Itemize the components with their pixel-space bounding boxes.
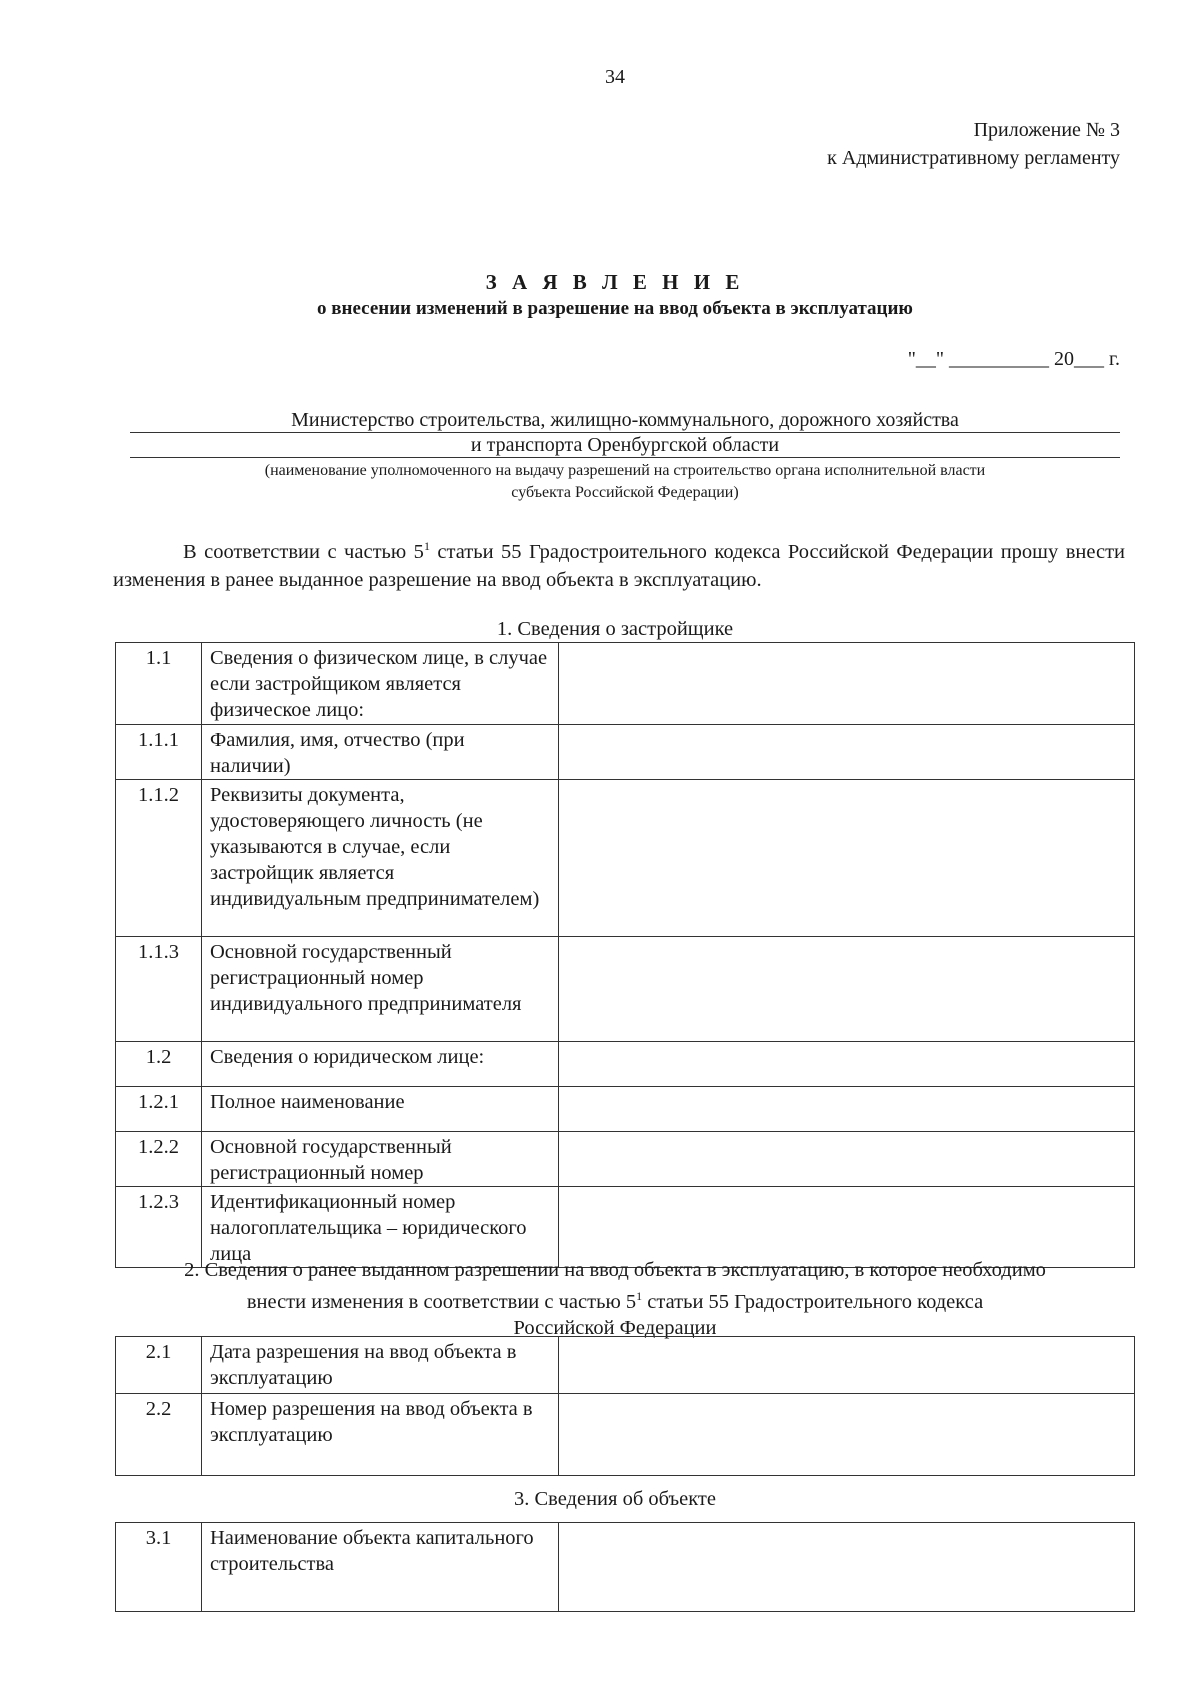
row-label: Идентификационный номер налогоплательщика – юридического лица [202, 1187, 559, 1268]
row-label: Сведения о физическом лице, в случае если застройщиком является физическое лицо: [202, 643, 559, 725]
table-row [116, 780, 1135, 937]
row-number: 1.1 [116, 643, 202, 725]
table-row [116, 1523, 1135, 1612]
intro-text-1: В соответствии с частью 5 [183, 540, 424, 563]
section-2-table [115, 1336, 1135, 1476]
row-number: 2.1 [116, 1337, 202, 1394]
row-value-field[interactable] [559, 643, 1135, 725]
section-1-title: 1. Сведения о застройщике [496, 618, 734, 640]
section-2-title-text-b: статьи 55 Градостроительного кодекса [642, 1290, 984, 1313]
table-row [116, 1042, 1135, 1087]
row-number: 1.1.3 [116, 937, 202, 1042]
row-value-field[interactable] [559, 1087, 1135, 1132]
row-number: 1.2.1 [116, 1087, 202, 1132]
row-label: Основной государственный регистрационный номер индивидуального предпринимателя [202, 937, 559, 1042]
intro-superscript: 1 [423, 539, 430, 553]
section-2-superscript: 1 [636, 1289, 643, 1303]
section-3-table [115, 1522, 1135, 1612]
appendix-line-1: Приложение № 3 [973, 119, 1120, 141]
row-label: Сведения о юридическом лице: [202, 1042, 559, 1087]
table-row [116, 1394, 1135, 1476]
row-value-field[interactable] [559, 1132, 1135, 1187]
section-3-title: 3. Сведения об объекте [513, 1488, 716, 1510]
document-subtitle: о внесении изменений в разрешение на ввод объекта в эксплуатацию [317, 298, 913, 319]
authority-caption-line-1: (наименование уполномоченного на выдачу разрешений на строительство органа исполнительной власти [264, 462, 986, 479]
row-label: Дата разрешения на ввод объекта в эксплуатацию [202, 1337, 559, 1394]
table-row [116, 1337, 1135, 1394]
table-row [116, 937, 1135, 1042]
row-number: 1.1.2 [116, 780, 202, 937]
table-row [116, 1187, 1135, 1268]
section-1-table [115, 642, 1135, 1268]
row-label: Номер разрешения на ввод объекта в эксплуатацию [202, 1394, 559, 1476]
table-row [116, 1087, 1135, 1132]
authority-name-line-1: Министерство строительства, жилищно-коммунального, дорожного хозяйства [130, 408, 1120, 433]
row-value-field[interactable] [559, 725, 1135, 780]
row-label: Основной государственный регистрационный номер [202, 1132, 559, 1187]
intro-text-2: статьи 55 Градостроительного кодекса Российской Федерации прошу внести изменения в ранее выданное разрешение на ввод объекта в эксплуатацию. [113, 540, 1125, 591]
row-label: Реквизиты документа, удостоверяющего личность (не указываются в случае, если застройщик является индивидуальным предпринимателем) [202, 780, 559, 937]
row-number: 1.2 [116, 1042, 202, 1087]
row-value-field[interactable] [559, 780, 1135, 937]
row-value-field[interactable] [559, 937, 1135, 1042]
section-2-title [0, 1257, 1200, 1341]
authority-caption-line-2: субъекта Российской Федерации) [511, 484, 739, 501]
section-2-title-text-a: внести изменения в соответствии с частью 5 [246, 1290, 637, 1313]
row-value-field[interactable] [559, 1187, 1135, 1268]
row-value-field[interactable] [559, 1042, 1135, 1087]
appendix-line-2: к Административному регламенту [827, 147, 1120, 169]
section-2-title-line-3: Российской Федерации [513, 1316, 717, 1339]
authority-block [130, 408, 1120, 504]
row-number: 1.2.2 [116, 1132, 202, 1187]
intro-paragraph [113, 532, 1125, 594]
authority-name-line-2: и транспорта Оренбургской области [130, 433, 1120, 458]
table-row [116, 725, 1135, 780]
page-number: 34 [605, 66, 625, 88]
row-number: 3.1 [116, 1523, 202, 1612]
appendix-note [827, 116, 1120, 172]
row-value-field[interactable] [559, 1394, 1135, 1476]
section-2-title-line-1: 2. Сведения о ранее выданном разрешении на ввод объекта в эксплуатацию, в которое необходимо [184, 1259, 1046, 1281]
row-number: 1.1.1 [116, 725, 202, 780]
row-label: Наименование объекта капитального строительства [202, 1523, 559, 1612]
row-label: Полное наименование [202, 1087, 559, 1132]
row-number: 1.2.3 [116, 1187, 202, 1268]
row-value-field[interactable] [559, 1337, 1135, 1394]
row-value-field[interactable] [559, 1523, 1135, 1612]
row-label: Фамилия, имя, отчество (при наличии) [202, 725, 559, 780]
section-2-title-line-2 [0, 1283, 1200, 1315]
table-row [116, 1132, 1135, 1187]
document-title: З А Я В Л Е Н И Е [485, 270, 745, 294]
date-line: "__" __________ 20___ г. [907, 348, 1120, 370]
table-row [116, 643, 1135, 725]
row-number: 2.2 [116, 1394, 202, 1476]
